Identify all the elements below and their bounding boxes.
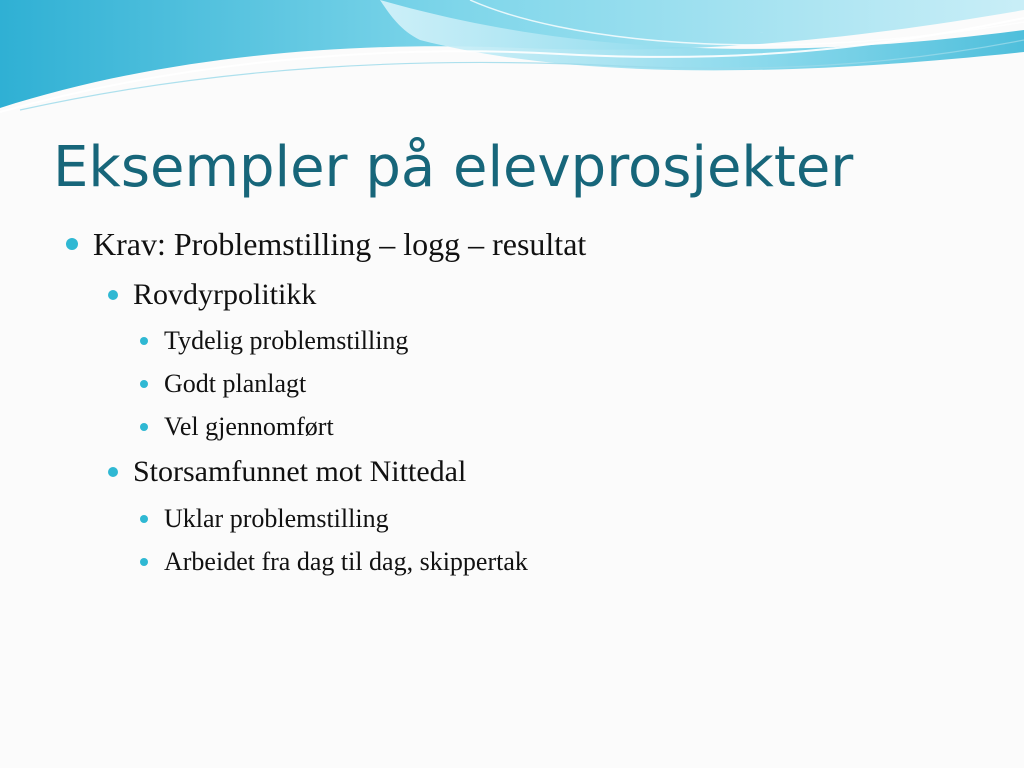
bullet-dot: [140, 337, 148, 345]
bullet-dot: [108, 290, 118, 300]
bullet-dot: [66, 238, 78, 250]
bullet-item-level3: Tydelig problemstilling: [164, 326, 409, 355]
bullet-dot: [140, 423, 148, 431]
slide-title: Eksempler på elevprosjekter: [53, 135, 854, 200]
bullet-item-level2: Storsamfunnet mot Nittedal: [133, 455, 467, 488]
bullet-dot: [140, 515, 148, 523]
bullet-item-level3: Arbeidet fra dag til dag, skippertak: [164, 547, 528, 576]
bullet-item-level2: Rovdyrpolitikk: [133, 278, 317, 311]
bullet-dot: [108, 467, 118, 477]
bullet-dot: [140, 558, 148, 566]
bullet-item-level1: Krav: Problemstilling – logg – resultat: [93, 226, 587, 262]
bullet-item-level3: Uklar problemstilling: [164, 504, 389, 533]
bullet-dot: [140, 380, 148, 388]
bullet-item-level3: Godt planlagt: [164, 369, 307, 398]
bullet-item-level3: Vel gjennomført: [164, 412, 334, 441]
